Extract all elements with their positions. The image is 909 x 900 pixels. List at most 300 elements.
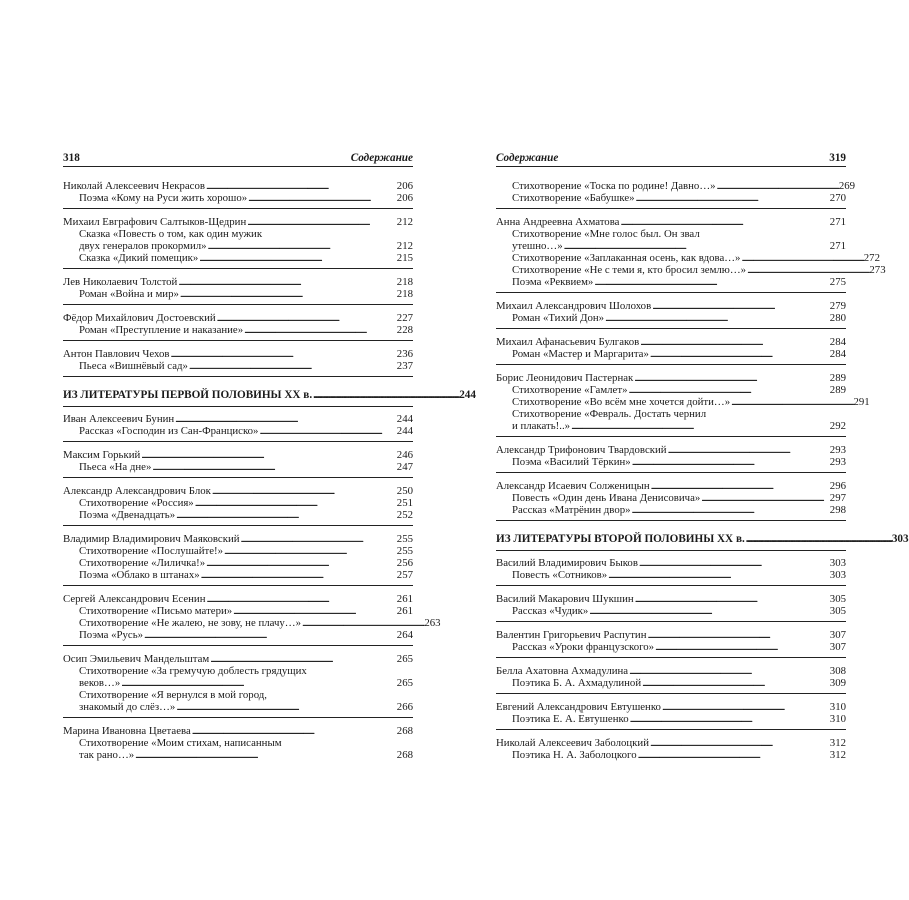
toc-author-block: [63, 348, 413, 377]
author-row: [63, 485, 413, 497]
toc-work: [496, 180, 856, 192]
entry-page: 271: [829, 240, 846, 252]
entry-title: Борис Леонидович Пастернак: [496, 372, 634, 384]
work-row: [79, 749, 413, 761]
entry-page: 284: [829, 336, 846, 348]
leader-dots: [176, 509, 396, 521]
leader-dots: [608, 569, 829, 581]
toc-work: [496, 276, 846, 288]
author-row: [63, 276, 413, 288]
entry-page: 270: [829, 192, 846, 204]
leader-dots: [208, 240, 396, 252]
entry-title: Марина Ивановна Цветаева: [63, 725, 191, 737]
entry-title: Рассказ «Чудик»: [512, 605, 589, 617]
entry-title: так рано…»: [79, 749, 135, 761]
work-row: [79, 252, 413, 264]
entry-title: Максим Горький: [63, 449, 141, 461]
entry-page: 293: [829, 456, 846, 468]
leader-dots: [594, 276, 828, 288]
running-title: Содержание: [496, 152, 559, 164]
entry-title: Поэтика Б. А. Ахмадулиной: [512, 677, 642, 689]
author-row: [63, 413, 413, 425]
entry-page: 293: [829, 444, 846, 456]
entry-title: Белла Ахатовна Ахмадулина: [496, 665, 629, 677]
work-row: [79, 569, 413, 581]
toc-work: [63, 569, 413, 581]
work-row: [79, 605, 413, 617]
entry-title: Николай Алексеевич Заболоцкий: [496, 737, 649, 749]
leader-dots: [605, 312, 829, 324]
leader-dots: [741, 252, 862, 264]
author-row: [496, 372, 846, 384]
entry-page: 246: [396, 449, 413, 461]
author-row: [496, 701, 846, 713]
entry-title: Роман «Мастер и Маргарита»: [512, 348, 649, 360]
toc-work: [496, 749, 846, 761]
entry-title: Фёдор Михайлович Достоевский: [63, 312, 216, 324]
leader-dots: [655, 641, 829, 653]
page-number: 319: [829, 152, 846, 164]
entry-title: Валентин Григорьевич Распутин: [496, 629, 647, 641]
toc-work: [496, 492, 846, 504]
toc-author-block: [63, 593, 441, 646]
leader-dots: [731, 396, 852, 408]
toc-work: [63, 689, 413, 713]
page-header: [496, 152, 846, 167]
entry-page: 280: [829, 312, 846, 324]
entry-page: 265: [396, 653, 413, 665]
entry-title: Стихотворение «Во всём мне хочется дойти…»: [512, 396, 731, 408]
entry-title: Сказка «Дикий помещик»: [79, 252, 199, 264]
leader-dots: [668, 444, 829, 456]
running-title: Содержание: [350, 152, 413, 164]
entry-page: 284: [829, 348, 846, 360]
entry-page: 312: [829, 737, 846, 749]
toc-work: [496, 348, 846, 360]
toc-author-block: [63, 312, 413, 341]
work-row: [512, 569, 846, 581]
toc-author-block: [496, 216, 886, 293]
entry-title: Анна Андреевна Ахматова: [496, 216, 620, 228]
entry-title: Роман «Преступление и наказание»: [79, 324, 244, 336]
author-row: [496, 216, 846, 228]
toc-work: [496, 264, 886, 276]
leader-dots: [717, 180, 838, 192]
work-row: [512, 677, 846, 689]
leader-dots: [634, 372, 829, 384]
work-row: [512, 384, 846, 396]
leader-dots: [224, 545, 396, 557]
work-line: Стихотворение «Я вернулся в мой город,: [79, 689, 267, 701]
entry-page: 279: [829, 300, 846, 312]
leader-dots: [206, 180, 396, 192]
toc-author-block: [496, 180, 856, 209]
toc-work: [496, 677, 846, 689]
leader-dots: [206, 593, 395, 605]
entry-page: 218: [396, 276, 413, 288]
entry-page: 257: [396, 569, 413, 581]
leader-dots: [313, 388, 458, 402]
author-row: [63, 593, 413, 605]
leader-dots: [639, 557, 829, 569]
work-row: [512, 240, 846, 252]
leader-dots: [195, 497, 396, 509]
leader-dots: [302, 617, 423, 629]
author-row: [496, 629, 846, 641]
author-row: [496, 336, 846, 348]
entry-title: и плакать!..»: [512, 420, 571, 432]
author-row: [63, 216, 413, 228]
toc-work: [496, 192, 846, 204]
toc-work: [496, 569, 846, 581]
leader-dots: [642, 677, 829, 689]
leader-dots: [180, 288, 396, 300]
leader-dots: [701, 492, 829, 504]
entry-page: 271: [829, 216, 846, 228]
entry-page: 289: [829, 372, 846, 384]
entry-page: 297: [829, 492, 846, 504]
entry-title: Поэма «Облако в штанах»: [79, 569, 200, 581]
entry-page: 236: [396, 348, 413, 360]
entry-page: 303: [891, 533, 909, 545]
work-row: [512, 749, 846, 761]
leader-dots: [638, 749, 829, 761]
toc-work: [496, 396, 870, 408]
toc-author-block: [63, 180, 413, 209]
toc-author-block: [63, 216, 413, 269]
leader-dots: [201, 569, 396, 581]
leader-dots: [571, 420, 829, 432]
author-row: [63, 348, 413, 360]
leader-dots: [171, 348, 396, 360]
leader-dots: [192, 725, 396, 737]
entry-title: Стихотворение «Бабушке»: [512, 192, 635, 204]
entry-page: 310: [829, 713, 846, 725]
toc-work: [496, 252, 880, 264]
entry-page: 298: [829, 504, 846, 516]
entry-page: 307: [829, 629, 846, 641]
entry-page: 269: [838, 180, 856, 192]
leader-dots: [135, 749, 396, 761]
leader-dots: [650, 737, 829, 749]
work-row: [512, 180, 856, 192]
entry-title: ИЗ ЛИТЕРАТУРЫ ПЕРВОЙ ПОЛОВИНЫ XX в.: [63, 389, 313, 401]
leader-dots: [632, 456, 829, 468]
entry-title: Стихотворение «Лиличка!»: [79, 557, 206, 569]
leader-dots: [589, 605, 829, 617]
leader-dots: [747, 264, 868, 276]
entry-page: 261: [396, 593, 413, 605]
entry-page: 244: [396, 425, 413, 437]
toc-work: [496, 641, 846, 653]
author-row: [63, 449, 413, 461]
toc-work: [63, 360, 413, 372]
toc-work: [63, 509, 413, 521]
entry-title: Рассказ «Уроки французского»: [512, 641, 655, 653]
work-line: Сказка «Повесть о том, как один мужик: [79, 228, 263, 240]
toc-list: [496, 180, 909, 765]
work-row: [79, 240, 413, 252]
toc-author-block: [496, 737, 846, 765]
entry-title: Рассказ «Матрёнин двор»: [512, 504, 631, 516]
work-line: Стихотворение «За гремучую доблесть грядущих: [79, 665, 307, 677]
toc-author-block: [63, 653, 413, 718]
entry-title: знакомый до слёз…»: [79, 701, 176, 713]
author-row: [496, 665, 846, 677]
entry-page: 312: [829, 749, 846, 761]
leader-dots: [199, 252, 396, 264]
toc-work: [63, 288, 413, 300]
leader-dots: [662, 701, 829, 713]
toc-work: [496, 228, 846, 252]
entry-title: Роман «Война и мир»: [79, 288, 179, 300]
entry-title: Стихотворение «Послушайте!»: [79, 545, 224, 557]
entry-title: Александр Трифонович Твардовский: [496, 444, 667, 456]
entry-title: ИЗ ЛИТЕРАТУРЫ ВТОРОЙ ПОЛОВИНЫ XX в.: [496, 533, 745, 545]
entry-title: Поэтика Н. А. Заболоцкого: [512, 749, 637, 761]
work-row: [512, 605, 846, 617]
entry-page: 272: [863, 252, 880, 264]
toc-author-block: [496, 665, 846, 694]
entry-page: 250: [396, 485, 413, 497]
toc-author-block: [63, 485, 413, 526]
author-row: [496, 300, 846, 312]
toc-work: [496, 605, 846, 617]
leader-dots: [632, 504, 829, 516]
entry-page: 247: [396, 461, 413, 473]
toc-work: [63, 617, 441, 629]
toc-work: [496, 408, 846, 432]
entry-page: 310: [829, 701, 846, 713]
leader-dots: [650, 348, 829, 360]
leader-dots: [630, 713, 829, 725]
toc-work: [63, 192, 413, 204]
entry-page: 206: [396, 192, 413, 204]
work-row: [512, 252, 880, 264]
work-row: [512, 312, 846, 324]
toc-work: [63, 497, 413, 509]
work-row: [79, 360, 413, 372]
toc-list: [63, 180, 476, 765]
work-row: [79, 324, 413, 336]
work-row: [512, 192, 846, 204]
leader-dots: [620, 216, 828, 228]
leader-dots: [210, 653, 396, 665]
toc-work: [63, 629, 413, 641]
entry-title: Стихотворение «Заплаканная осень, как вдова…»: [512, 252, 741, 264]
leader-dots: [141, 449, 396, 461]
leader-dots: [189, 360, 396, 372]
toc-work: [63, 737, 413, 761]
entry-page: 206: [396, 180, 413, 192]
entry-page: 256: [396, 557, 413, 569]
entry-title: Поэма «Русь»: [79, 629, 144, 641]
entry-page: 307: [829, 641, 846, 653]
entry-title: веков…»: [79, 677, 121, 689]
work-row: [79, 461, 413, 473]
entry-page: 296: [829, 480, 846, 492]
entry-page: 268: [396, 725, 413, 737]
entry-title: Повесть «Один день Ивана Денисовича»: [512, 492, 701, 504]
work-row: [512, 348, 846, 360]
entry-page: 212: [396, 240, 413, 252]
leader-dots: [564, 240, 829, 252]
toc-author-block: [496, 444, 846, 473]
toc-work: [63, 425, 413, 437]
work-row: [512, 456, 846, 468]
leader-dots: [628, 384, 828, 396]
entry-title: Сергей Александрович Есенин: [63, 593, 206, 605]
toc-author-block: [63, 276, 413, 305]
work-row: [512, 396, 870, 408]
entry-title: Михаил Афанасьевич Булгаков: [496, 336, 640, 348]
work-row: [512, 641, 846, 653]
toc-author-block: [63, 533, 413, 586]
toc-author-block: [63, 725, 413, 765]
entry-page: 228: [396, 324, 413, 336]
leader-dots: [259, 425, 395, 437]
toc-author-block: [496, 336, 846, 365]
entry-title: Поэма «Двенадцать»: [79, 509, 176, 521]
entry-title: Антон Павлович Чехов: [63, 348, 170, 360]
entry-title: Лев Николаевич Толстой: [63, 276, 178, 288]
leader-dots: [652, 300, 829, 312]
entry-title: Пьеса «На дне»: [79, 461, 152, 473]
entry-page: 255: [396, 545, 413, 557]
work-row: [79, 557, 413, 569]
author-row: [496, 480, 846, 492]
work-row: [512, 276, 846, 288]
entry-title: утешно…»: [512, 240, 563, 252]
leader-dots: [647, 629, 828, 641]
author-row: [496, 557, 846, 569]
entry-title: Стихотворение «Тоска по родине! Давно…»: [512, 180, 716, 192]
entry-title: Василий Владимирович Быков: [496, 557, 638, 569]
entry-title: Михаил Евграфович Салтыков-Щедрин: [63, 216, 247, 228]
entry-page: 291: [853, 396, 870, 408]
entry-title: Стихотворение «Не с теми я, кто бросил землю…»: [512, 264, 747, 276]
entry-title: Рассказ «Господин из Сан-Франциско»: [79, 425, 259, 437]
entry-page: 261: [396, 605, 413, 617]
toc-author-block: [496, 593, 846, 622]
entry-page: 303: [829, 557, 846, 569]
entry-title: Поэтика Е. А. Евтушенко: [512, 713, 629, 725]
author-row: [63, 180, 413, 192]
section-heading: [496, 528, 909, 551]
work-line: Стихотворение «Мне голос был. Он звал: [512, 228, 700, 240]
toc-work: [63, 461, 413, 473]
toc-author-block: [63, 449, 413, 478]
leader-dots: [176, 701, 395, 713]
entry-title: Евгений Александрович Евтушенко: [496, 701, 661, 713]
leader-dots: [206, 557, 396, 569]
entry-title: двух генералов прокормил»: [79, 240, 207, 252]
work-row: [79, 497, 413, 509]
leader-dots: [244, 324, 396, 336]
entry-page: 266: [396, 701, 413, 713]
toc-work: [496, 504, 846, 516]
work-row: [512, 492, 846, 504]
entry-page: 305: [829, 593, 846, 605]
toc-work: [496, 713, 846, 725]
toc-work: [63, 252, 413, 264]
entry-page: 289: [829, 384, 846, 396]
leader-dots: [651, 480, 829, 492]
toc-author-block: [496, 701, 846, 730]
work-row: [79, 509, 413, 521]
work-row: [512, 713, 846, 725]
entry-page: 265: [396, 677, 413, 689]
toc-author-block: [496, 480, 846, 521]
toc-author-block: [63, 413, 413, 442]
author-row: [496, 737, 846, 749]
author-row: [496, 593, 846, 605]
entry-title: Роман «Тихий Дон»: [512, 312, 605, 324]
entry-page: 292: [829, 420, 846, 432]
leader-dots: [212, 485, 396, 497]
entry-title: Поэма «Реквием»: [512, 276, 594, 288]
leader-dots: [247, 216, 396, 228]
toc-author-block: [496, 629, 846, 658]
work-line: Стихотворение «Моим стихам, написанным: [79, 737, 282, 749]
leader-dots: [635, 593, 829, 605]
entry-page: 237: [396, 360, 413, 372]
leader-dots: [217, 312, 396, 324]
entry-title: Иван Алексеевич Бунин: [63, 413, 175, 425]
toc-work: [63, 324, 413, 336]
work-line: Стихотворение «Февраль. Достать чернил: [512, 408, 707, 420]
leader-dots: [636, 192, 829, 204]
entry-title: Поэма «Василий Тёркин»: [512, 456, 631, 468]
author-row: [63, 653, 413, 665]
entry-page: 255: [396, 533, 413, 545]
right-page: [496, 152, 909, 772]
leader-dots: [152, 461, 395, 473]
section-heading: [63, 384, 476, 407]
entry-title: Александр Исаевич Солженицын: [496, 480, 650, 492]
entry-page: 244: [459, 389, 476, 401]
entry-page: 308: [829, 665, 846, 677]
entry-page: 309: [829, 677, 846, 689]
leader-dots: [629, 665, 829, 677]
entry-page: 268: [396, 749, 413, 761]
toc-author-block: [496, 372, 870, 437]
entry-page: 244: [396, 413, 413, 425]
work-row: [512, 264, 886, 276]
entry-title: Владимир Владимирович Маяковский: [63, 533, 240, 545]
leader-dots: [746, 532, 891, 546]
entry-page: 215: [396, 252, 413, 264]
work-row: [512, 504, 846, 516]
page-number: 318: [63, 152, 80, 164]
work-row: [79, 629, 413, 641]
section-row: [63, 388, 476, 402]
toc-author-block: [496, 300, 846, 329]
entry-title: Стихотворение «Не жалею, не зову, не плачу…»: [79, 617, 301, 629]
entry-title: Стихотворение «Письмо матери»: [79, 605, 233, 617]
entry-title: Александр Александрович Блок: [63, 485, 211, 497]
work-row: [79, 192, 413, 204]
work-row: [512, 420, 846, 432]
work-row: [79, 617, 441, 629]
leader-dots: [640, 336, 829, 348]
entry-page: 264: [396, 629, 413, 641]
entry-title: Василий Макарович Шукшин: [496, 593, 634, 605]
toc-work: [63, 665, 413, 689]
toc-work: [63, 557, 413, 569]
entry-page: 251: [396, 497, 413, 509]
entry-title: Стихотворение «Гамлет»: [512, 384, 628, 396]
